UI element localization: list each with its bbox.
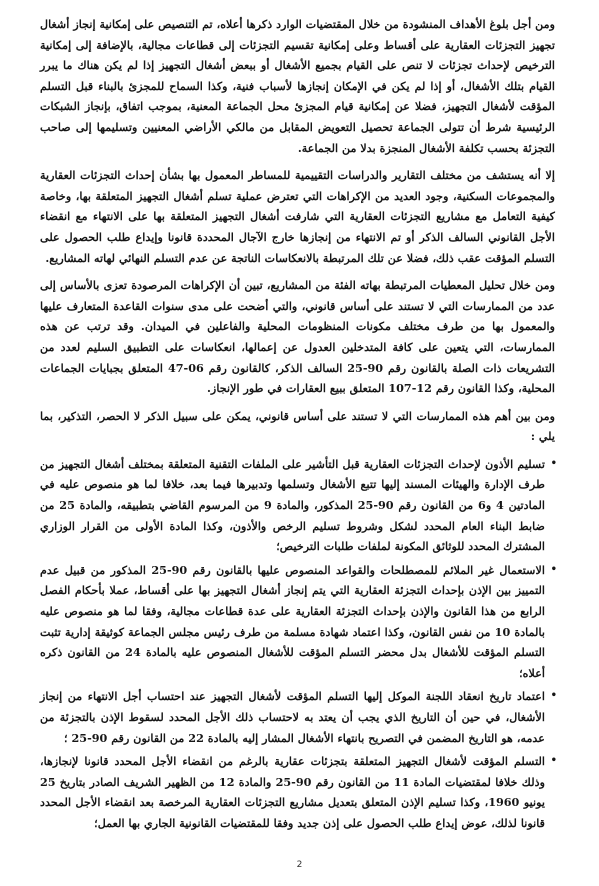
- bullet-icon: •: [550, 690, 557, 702]
- list-item-text: تسليم الأذون لإحداث التجزئات العقارية قبل التأشير على الملفات التقنية المتعلقة بمختلف أشغال التجهيز من طرف الإدارة والهيئات المسند إليها تتبع الأشغال وتسلمها وتدبيرها فيما بعد، خلافا لما هو منصوص عليه في المادتين 4 و6 من القانون رقم 90-25 المذكور، والمادة 9 من المرسوم القاضي بتطبيقه، والمادة 25 من ضابط البناء العام المحدد لشكل وشروط تسليم الرخص والأذون، وكذا المادة الأولى من القرار الوزاري المشترك المحدد للوثائق المكونة لملفات طلبات الترخيص؛: [40, 456, 545, 554]
- list-item-text: الاستعمال غير الملائم للمصطلحات والقواعد المنصوص عليها بالقانون رقم 90-25 المذكور من قبيل عدم التمييز بين الإذن بإحداث التجزئة العقارية التي يتم إنجاز أشغال التجهيز بها على أقساط، عملا بأحكام الفصل الرابع من هذا القانون والإذن بإحداث التجزئة العقارية على عدة قطاعات مجالية، وفقا لما هو منصوص عليه بالمادة 10 من نفس القانون، وكذا اعتماد شهادة مسلمة من طرف رئيس مجلس الجماعة كوثيقة إدارية تثبت التسلم المؤقت للأشغال بدل محضر التسلم المؤقت للأشغال المنصوص عليه بالمادة 24 من القانون ذكره أعلاه؛: [40, 562, 546, 680]
- list-item: [40, 686, 555, 748]
- bullet-icon: •: [550, 755, 557, 767]
- bullet-icon: •: [550, 563, 557, 575]
- paragraph-3: ومن خلال تحليل المعطيات المرتبطة بهاته الفئة من المشاريع، تبين أن الإكراهات المرصودة تعزى بالأساس إلى عدد من الممارسات التي لا تستند على أساس قانوني، والتي أضحت على مدى سنوات القاعدة المتعارف عليها والمعمول بها من طرف مختلف مكونات المنظومات المحلية والفاعلين في الميدان. وقد ترتب عن هذه الممارسات، التي يتعين على كافة المتدخلين العدول عن إعمالها، انعكاسات على التطبيق السليم لعدد من التشريعات ذات الصلة بالقانون رقم 90-25 السالف الذكر، كالقانون رقم 06-47 المتعلق بجبايات الجماعات المحلية، وكذا القانون رقم 12-107 المتعلق ببيع العقارات في طور الإنجاز.: [40, 278, 555, 396]
- paragraph-2: إلا أنه يستشف من مختلف التقارير والدراسات التقييمية للمساطر المعمول بها بشأن إحداث التجزئات العقارية والمجموعات السكنية، وجود العديد من الإكراهات التي تعترض عملية تسلم أشغال التجهيز المتعلقة بها، وخاصة كيفية التعامل مع مشاريع التجزئات العقارية التي شارفت أشغال التجهيز المتعلقة بها على الانتهاء مع انقضاء الأجل القانوني السالف الذكر أو تم الانتهاء من إنجازها خارج الآجال المحددة قانونا وإيداع طلب الحصول على التسلم المؤقت عقب ذلك، فضلا عن تلك المرتبطة بالانعكاسات الناتجة عن عدم التسلم النهائي لهاته المشاريع.: [40, 168, 555, 265]
- list-item: [40, 751, 555, 833]
- page-number: 2: [296, 860, 303, 870]
- list-item: [40, 454, 555, 557]
- document-body: [40, 14, 555, 834]
- practices-list: [40, 454, 555, 834]
- list-item-text: اعتماد تاريخ انعقاد اللجنة الموكل إليها التسلم المؤقت لأشغال التجهيز عند احتساب أجل الانتهاء من إنجاز الأشغال، في حين أن التاريخ الذي يجب أن يعتد به لاحتساب ذلك الأجل المحدد لسقوط الإذن بالتجزئة من عدمه، هو التاريخ المضمن في التصريح بانتهاء الأشغال المشار إليه بالمادة 22 من القانون رقم 90-25 ؛: [40, 689, 545, 745]
- list-item: [40, 560, 555, 684]
- paragraph-4: ومن بين أهم هذه الممارسات التي لا تستند على أساس قانوني، يمكن على سبيل الذكر لا الحصر، التذكير، بما يلي :: [40, 408, 555, 444]
- list-item-text: التسلم المؤقت لأشغال التجهيز المتعلقة بتجزئات عقارية بالرغم من انقضاء الأجل المحدد قانونا لإنجازها، وذلك خلافا لمقتضيات المادة 11 من القانون رقم 90-25 والمادة 12 من الظهير الشريف الصادر بتاريخ 25 يونيو 1960، وكذا تسليم الإذن المتعلق بتعديل مشاريع التجزئات العقارية المرخصة بعد انقضاء الأجل المحدد قانونا لذلك، عوض إيداع طلب الحصول على إذن جديد وفقا للمقتضيات القانونية الجاري بها العمل؛: [40, 754, 545, 830]
- bullet-icon: •: [550, 457, 557, 469]
- paragraph-1: ومن أجل بلوغ الأهداف المنشودة من خلال المقتضيات الوارد ذكرها أعلاه، تم التنصيص على إمكانية إنجاز أشغال تجهيز التجزئات العقارية على أقساط وعلى إمكانية تقسيم التجزئات إلى قطاعات مجالية، بالإضافة إلى إمكانية الترخيص لإحداث تجزئات لا تنص على القيام بجميع الأشغال أو ببعض أشغال التجهيز إذا لم يكن هناك ما يبرر القيام بتلك الأشغال، أو إذا لم يكن في الإمكان إنجازها لأسباب فنية، وكذا السماح للمجزئ بالبناء قبل التسلم المؤقت لأشغال التجهيز، فضلا عن إمكانية قيام المجزئ محل الجماعة المعنية، بموجب اتفاق، بإنجاز الشبكات الرئيسية شرط أن تتولى الجماعة تحصيل التعويض المقابل من مالكي الأراضي المعنيين وتسليمها إلى صاحب التجزئة بحسب تكلفة الأشغال المنجزة بدلا من الجماعة.: [40, 17, 555, 155]
